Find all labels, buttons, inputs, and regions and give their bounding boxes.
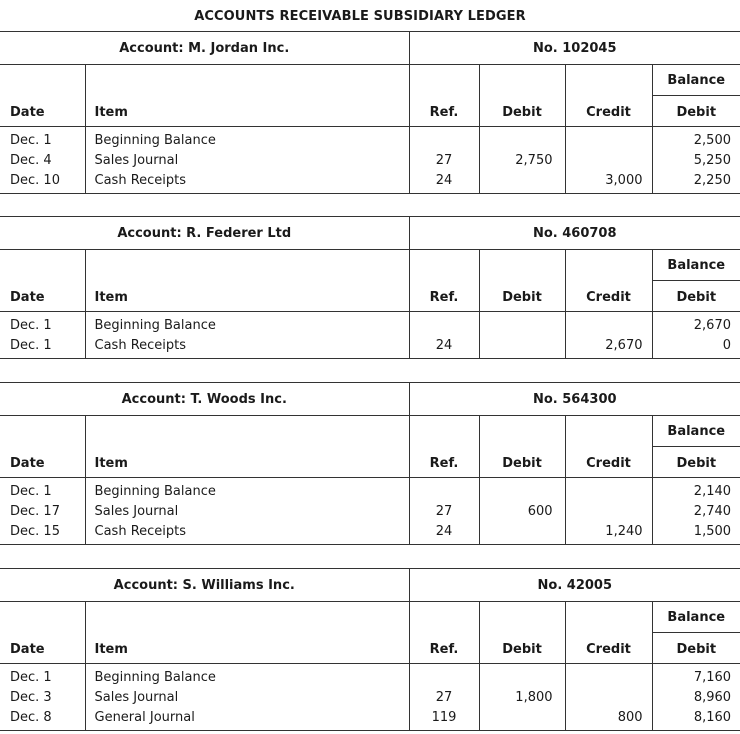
cell-credit: 3,000 [565,171,652,194]
cell-date: Dec. 1 [10,670,52,685]
ledger-row [0,171,740,194]
ledger-row [0,502,740,522]
header-spacer [0,416,85,447]
column-header-date: Date [0,633,85,664]
cell-debit [479,312,565,337]
column-header-row [0,281,740,312]
cell-date: Dec. 4 [10,153,52,168]
cell-date: Dec. 8 [0,708,85,731]
column-header-credit: Credit [565,447,652,478]
cell-ref [409,664,479,689]
ledger-row [0,522,740,545]
cell-item: Sales Journal [85,688,409,708]
cell-credit: 1,240 [565,522,652,545]
column-header-balance-debit: Debit [652,96,740,127]
column-header-ref: Ref. [409,96,479,127]
account-name: Account: S. Williams Inc. [0,569,409,602]
column-header-date: Date [0,281,85,312]
cell-item: General Journal [85,708,409,731]
ledger-row [0,127,740,152]
column-header-credit: Credit [565,96,652,127]
column-header-row [0,633,740,664]
cell-item: Sales Journal [85,502,409,522]
header-spacer [479,250,565,281]
header-spacer [565,65,652,96]
column-header-item: Item [85,96,409,127]
cell-balance: 2,250 [652,171,740,194]
header-spacer [85,250,409,281]
account-header-row [0,32,740,65]
cell-balance: 0 [652,336,740,359]
cell-debit [479,522,565,545]
ledger-row [0,664,740,689]
ledger-row [0,688,740,708]
cell-credit: 800 [565,708,652,731]
column-header-ref: Ref. [409,281,479,312]
cell-item: Beginning Balance [85,127,409,152]
cell-item: Beginning Balance [85,312,409,337]
cell-date: Dec. 1 [0,336,85,359]
account-number: No. 42005 [409,569,740,602]
cell-credit: 2,670 [565,336,652,359]
header-spacer [409,65,479,96]
column-header-date: Date [0,96,85,127]
cell-ref: 119 [409,708,479,731]
ledger-row [0,312,740,337]
balance-header: Balance [652,602,740,633]
cell-balance: 2,500 [652,127,740,152]
header-spacer [0,65,85,96]
ledger-row [0,478,740,503]
cell-credit [565,502,652,522]
cell-credit [565,688,652,708]
header-spacer [409,602,479,633]
cell-item: Beginning Balance [85,664,409,689]
cell-date: Dec. 10 [0,171,85,194]
cell-ref [409,478,479,503]
column-header-debit: Debit [479,96,565,127]
column-header-ref: Ref. [409,633,479,664]
cell-balance: 8,160 [652,708,740,731]
cell-balance: 8,960 [652,688,740,708]
header-spacer [409,250,479,281]
cell-ref [409,127,479,152]
cell-debit [479,478,565,503]
cell-ref: 27 [409,502,479,522]
account-header-row [0,569,740,602]
header-spacer [565,602,652,633]
account-number: No. 102045 [409,32,740,65]
cell-date: Dec. 15 [0,522,85,545]
cell-credit [565,478,652,503]
cell-ref: 24 [409,522,479,545]
column-header-ref: Ref. [409,447,479,478]
cell-debit [479,336,565,359]
column-header-balance-debit: Debit [652,281,740,312]
ledger-table [0,568,740,731]
column-header-row-top [0,602,740,633]
cell-credit [565,664,652,689]
column-header-item: Item [85,447,409,478]
account-header-row [0,217,740,250]
cell-balance: 2,140 [652,478,740,503]
column-header-row [0,447,740,478]
ledger-table [0,382,740,545]
header-spacer [565,250,652,281]
account-number: No. 460708 [409,217,740,250]
account-name: Account: T. Woods Inc. [0,383,409,416]
account-name: Account: M. Jordan Inc. [0,32,409,65]
header-spacer [85,602,409,633]
header-spacer [479,416,565,447]
cell-debit: 2,750 [479,151,565,171]
header-spacer [565,416,652,447]
cell-credit [565,151,652,171]
ledger-row [0,336,740,359]
column-header-debit: Debit [479,633,565,664]
cell-date: Dec. 1 [10,133,52,148]
column-header-row-top [0,250,740,281]
cell-ref: 24 [409,171,479,194]
column-header-row [0,96,740,127]
cell-balance: 7,160 [652,664,740,689]
header-spacer [479,602,565,633]
cell-credit [565,127,652,152]
header-spacer [0,250,85,281]
cell-debit: 1,800 [479,688,565,708]
account-header-row [0,383,740,416]
cell-date: Dec. 1 [10,318,52,333]
cell-credit [565,312,652,337]
column-header-balance-debit: Debit [652,633,740,664]
column-header-debit: Debit [479,281,565,312]
header-spacer [0,602,85,633]
cell-debit [479,664,565,689]
column-header-row-top [0,65,740,96]
column-header-credit: Credit [565,633,652,664]
column-header-item: Item [85,281,409,312]
header-spacer [85,65,409,96]
cell-ref: 27 [409,151,479,171]
ledger-row [0,708,740,731]
cell-ref [409,312,479,337]
cell-item: Cash Receipts [85,171,409,194]
ledger-table [0,216,740,359]
cell-ref: 27 [409,688,479,708]
cell-balance: 2,670 [652,312,740,337]
column-header-debit: Debit [479,447,565,478]
cell-date: Dec. 17 [10,504,60,519]
cell-item: Beginning Balance [85,478,409,503]
cell-balance: 5,250 [652,151,740,171]
header-spacer [479,65,565,96]
cell-item: Cash Receipts [85,522,409,545]
cell-balance: 1,500 [652,522,740,545]
balance-header: Balance [652,416,740,447]
cell-debit: 600 [479,502,565,522]
balance-header: Balance [652,250,740,281]
column-header-credit: Credit [565,281,652,312]
cell-date: Dec. 3 [10,690,52,705]
cell-ref: 24 [409,336,479,359]
column-header-date: Date [0,447,85,478]
ledger-table [0,31,740,194]
account-name: Account: R. Federer Ltd [0,217,409,250]
header-spacer [409,416,479,447]
header-spacer [85,416,409,447]
cell-item: Sales Journal [85,151,409,171]
cell-balance: 2,740 [652,502,740,522]
column-header-row-top [0,416,740,447]
cell-date: Dec. 1 [10,484,52,499]
cell-item: Cash Receipts [85,336,409,359]
cell-debit [479,708,565,731]
account-number: No. 564300 [409,383,740,416]
ledger-title: ACCOUNTS RECEIVABLE SUBSIDIARY LEDGER [194,9,526,24]
column-header-item: Item [85,633,409,664]
cell-debit [479,171,565,194]
cell-debit [479,127,565,152]
balance-header: Balance [652,65,740,96]
ledger-row [0,151,740,171]
column-header-balance-debit: Debit [652,447,740,478]
